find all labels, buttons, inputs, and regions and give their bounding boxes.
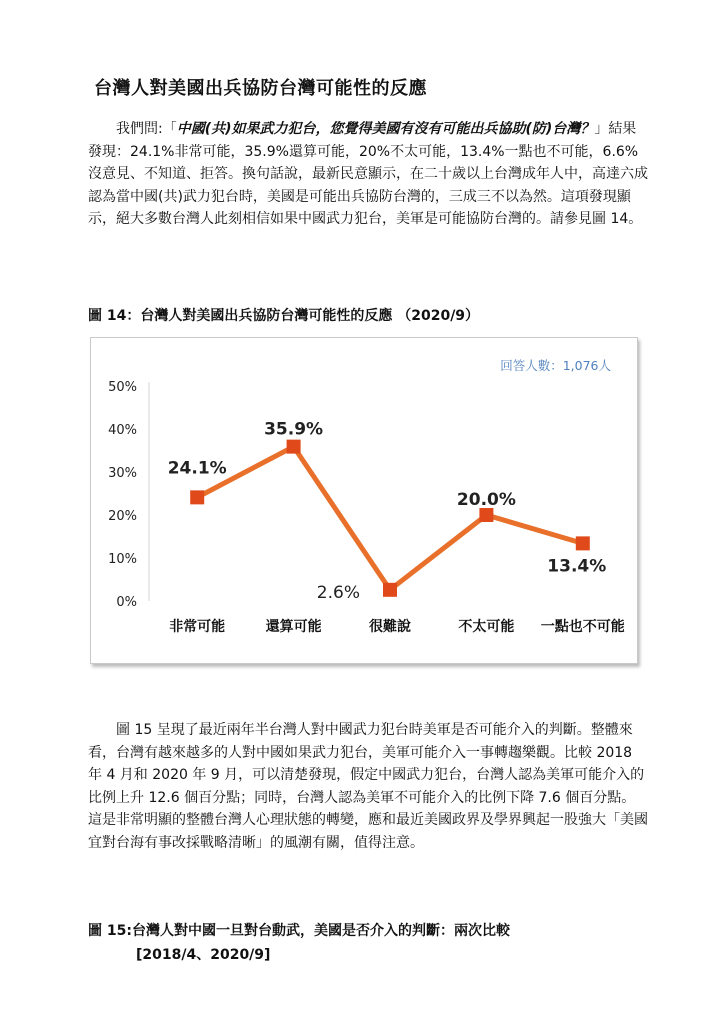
question-lead: 我們問:「 [116,121,177,137]
y-tick-label: 40% [108,423,137,438]
data-point-marker [287,440,301,454]
x-category-label: 不太可能 [458,619,515,635]
series-line [197,447,583,590]
figure-14-caption: 圖 14：台灣人對美國出兵協防台灣可能性的反應 （2020/9） [88,308,480,324]
y-tick-label: 0% [116,595,137,610]
y-tick-label: 20% [108,509,137,524]
x-category-label: 非常可能 [169,619,226,635]
x-category-label: 還算可能 [265,619,322,635]
y-tick-label: 10% [108,552,137,567]
data-label: 20.0% [456,490,516,510]
data-point-marker [576,536,590,550]
data-point-marker [479,508,493,522]
x-category-label: 很難說 [369,619,411,635]
data-label: 13.4% [547,556,607,577]
data-point-marker [383,583,397,597]
figure-15-caption-dates: [2018/4、2020/9] [136,947,271,963]
data-label: 2.6% [316,582,360,603]
line-chart [91,338,637,663]
figure-15-caption: 圖 15:台灣人對中國一旦對台動武，美國是否介入的判斷：兩次比較 [88,923,510,939]
paragraph2-body: 圖 15 呈現了最近兩年半台灣人對中國武力犯台時美軍是否可能介入的判斷。整體來看，台灣有越來越多的人對中國如果武力犯台，美軍可能介入一事轉趨樂觀。比較 2018 年 4 月和 2020 年 9 月，可以清楚發現，假定中國武力犯台，台灣人認為美軍可能介入的比例上升 12.6 個百分點；同時，台灣人認為美軍不可能介入的比例下降 7.6 個百分點。這是非常明顯的整體台灣人心理狀態的轉變，應和最近美國政界及學界興起一股強大「美國宜對台海有事改採戰略清晰」的風潮有關，值得注意。 [88,722,648,851]
data-label: 24.1% [167,458,227,479]
data-label: 35.9% [264,419,324,440]
respondent-count-annotation: 回答人數：1,076人 [500,358,611,373]
x-category-label: 一點也不可能 [540,619,625,635]
y-tick-label: 30% [108,466,137,481]
paragraph-survey-result [88,118,648,231]
question-close: 」 [594,121,609,137]
survey-question: 中國(共)如果武力犯台，您覺得美國有沒有可能出兵協助(防)台灣？ [176,121,595,137]
y-tick-label: 50% [108,380,137,395]
page-title: 台灣人對美國出兵協防台灣可能性的反應 [94,78,427,99]
figure-14-chart [90,337,638,664]
paragraph-figure15-discussion [88,719,648,854]
paragraph-body: 結果發現：24.1%非常可能，35.9%還算可能，20%不太可能，13.4%一點也不可能，6.6%沒意見、不知道、拒答。換句話說，最新民意顯示，在二十歲以上台灣成年人中，高達六成認為當中國(共)武力犯台時，美國是可能出兵協防台灣的，三成三不以為然。這項發現顯示，絕大多數台灣人此刻相信如果中國武力犯台，美軍是可能協防台灣的。請參見圖 14。 [88,121,648,227]
data-point-marker [190,490,204,504]
